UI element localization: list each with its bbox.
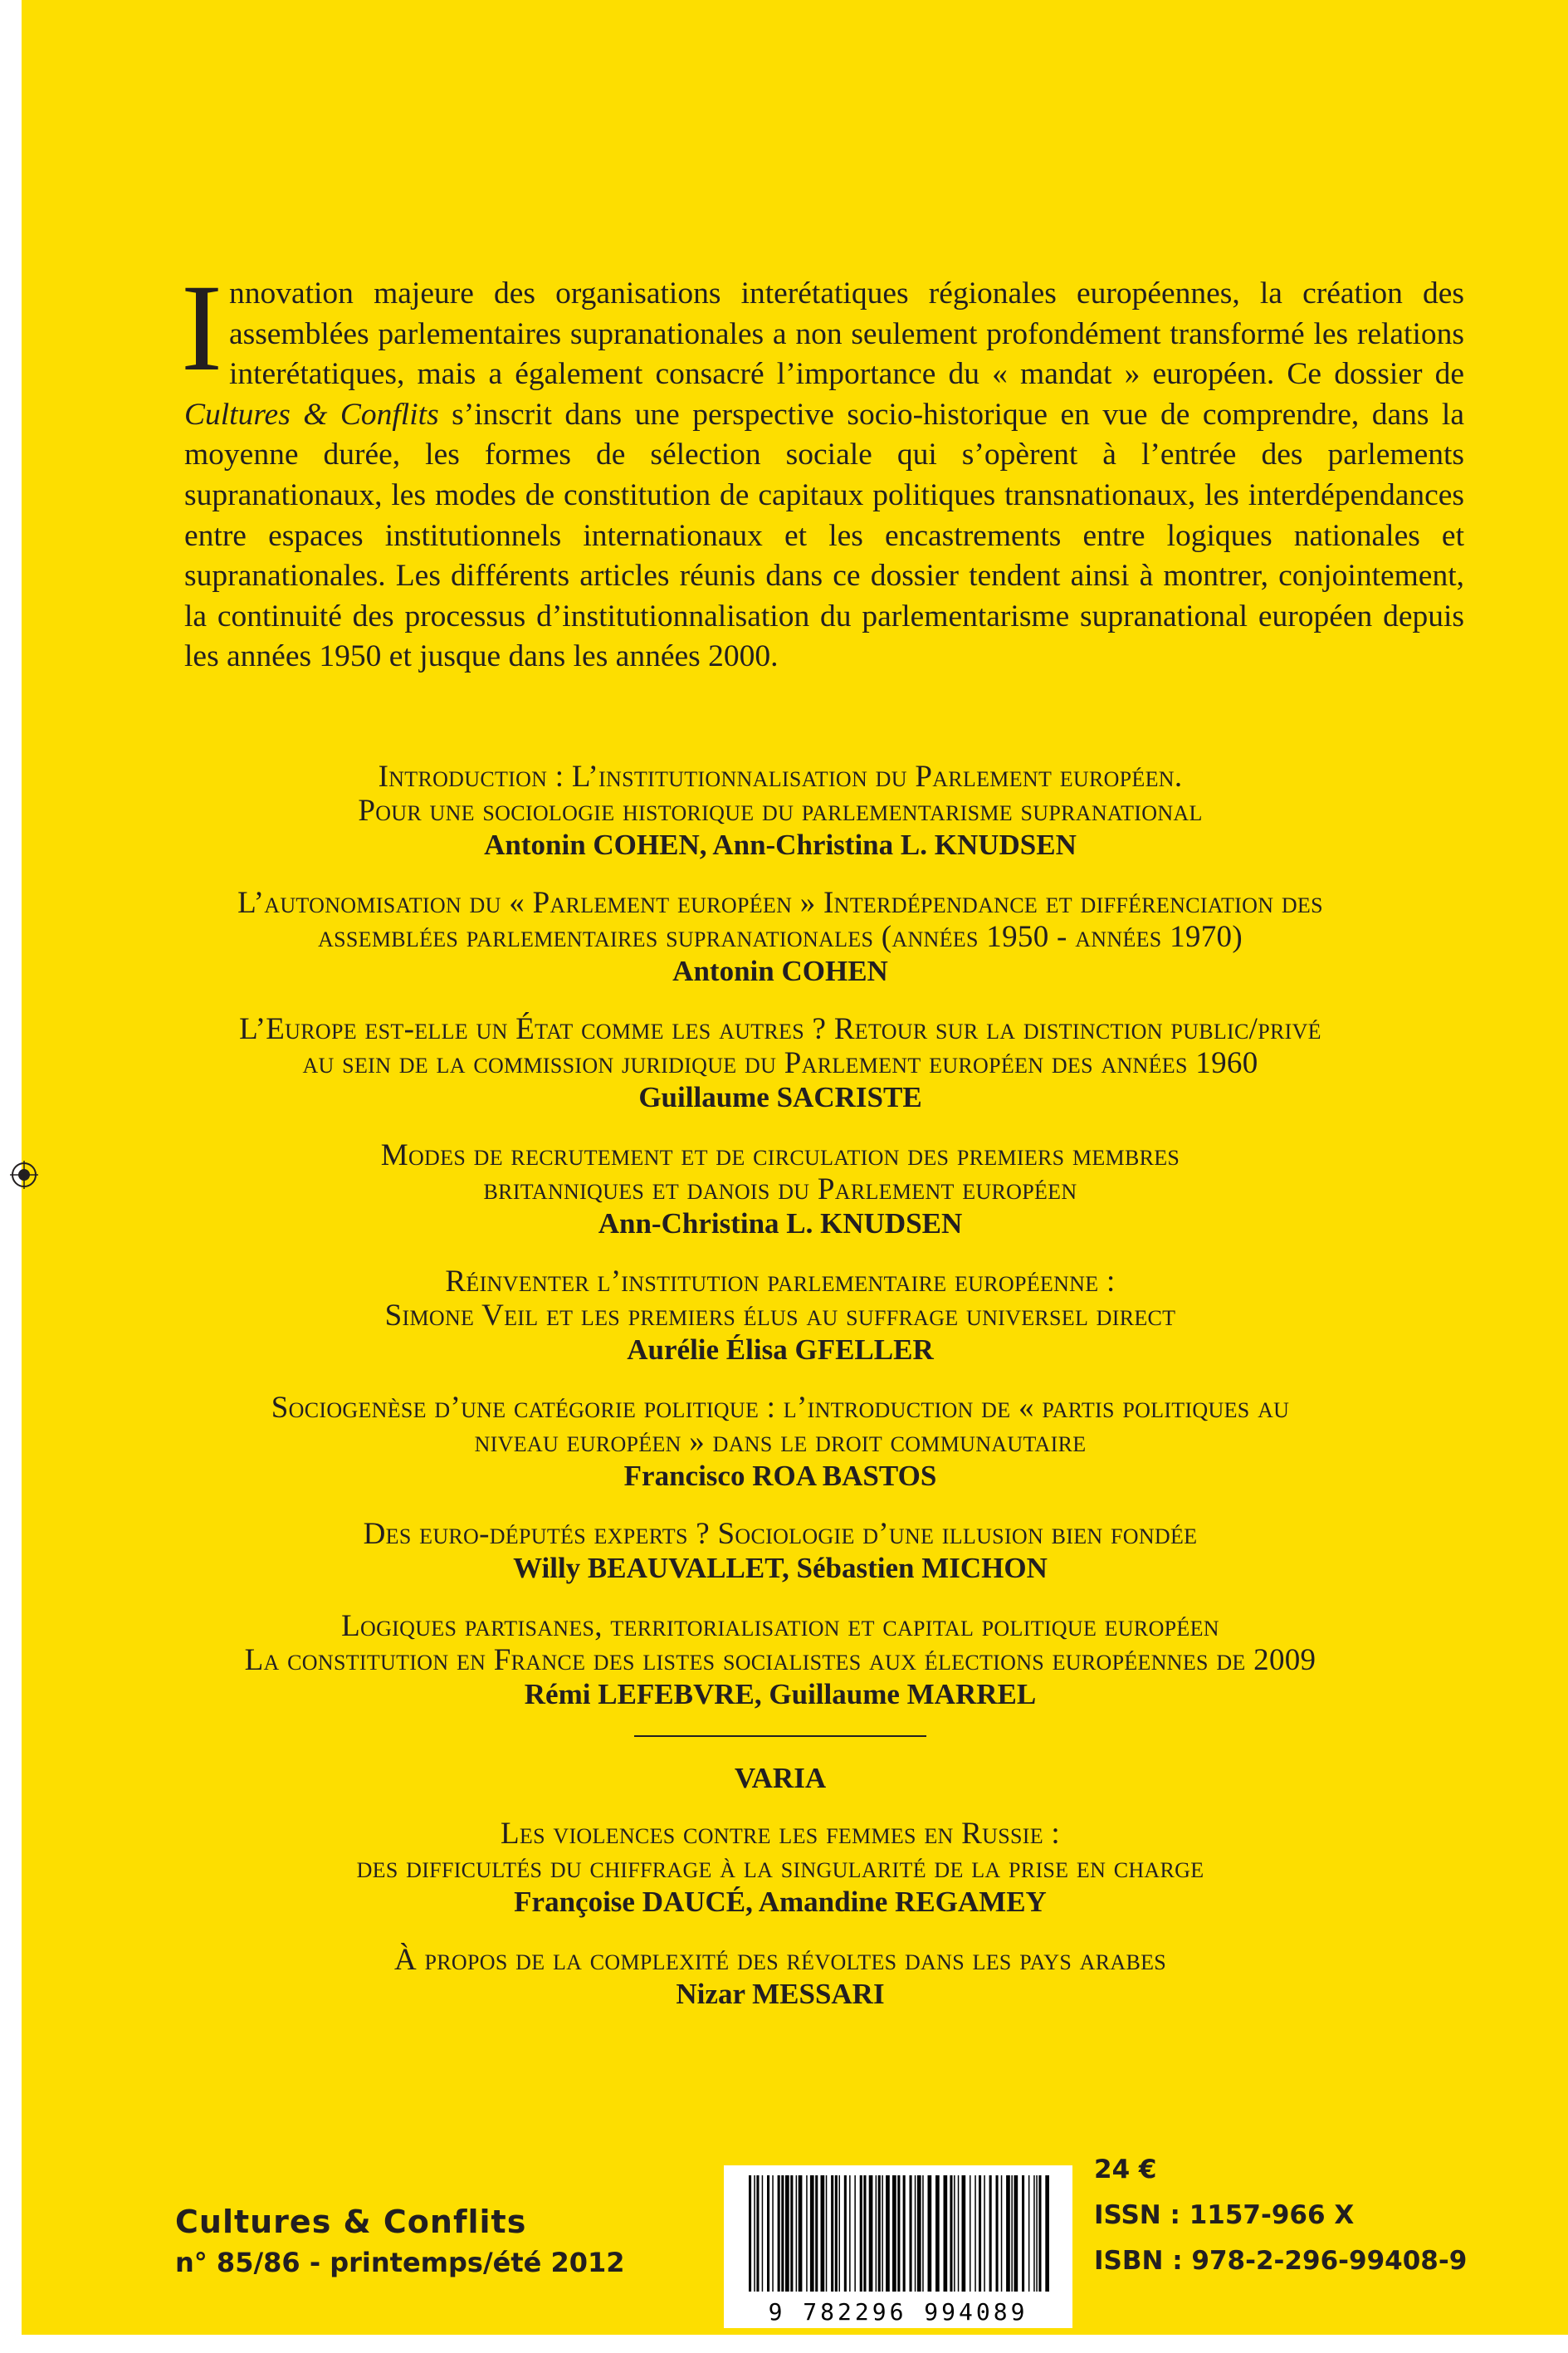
toc-entries [183,760,1378,1712]
article-authors: Rémi LEFEBVRE, Guillaume MARREL [524,1678,1037,1710]
article-authors: Francisco ROA BASTOS [623,1460,937,1492]
table-of-contents [183,760,1378,2035]
barcode-bar [844,2175,847,2292]
barcode-bar [903,2175,906,2292]
barcode-bar [979,2175,981,2292]
abstract-paragraph [181,259,1464,678]
barcode-bar [892,2175,896,2292]
barcode-bar [876,2175,877,2292]
article-title-line: Sociogenèse d’une catégorie politique : l’introduction de « partis politiques au [271,1391,1290,1425]
issn: ISSN : 1157-966 X [1094,2200,1355,2230]
abstract-text-1: nnovation majeure des organisations interétatiques régionales européennes, la création des assemblées parlementaires supranationales a non seulement profondément transformé les relations interétatiques, mais a également consacré l’importance du « mandat » européen. Ce dossier de [228,276,1464,392]
barcode-bar [886,2175,890,2292]
barcode-bar [831,2175,833,2292]
barcode-bar [984,2175,985,2292]
barcode-bar [928,2175,932,2292]
barcode-bar [790,2175,793,2292]
toc-entry [183,1517,1378,1586]
issue-number: n° 85/86 - printemps/été 2012 [175,2247,625,2278]
barcode-bar [882,2175,883,2292]
toc-entry [183,1609,1378,1712]
toc-entry [183,886,1378,989]
bottom-trim-margin [0,2335,1568,2353]
barcode-bar [849,2175,851,2292]
toc-entry [183,1265,1378,1367]
article-title-line: Logiques partisanes, territorialisation et capital politique européen [341,1609,1219,1643]
barcode-bar [810,2175,814,2292]
article-title-line: La constitution en France des listes socialistes aux élections européennes de 2009 [244,1643,1316,1677]
article-authors: Willy BEAUVALLET, Sébastien MICHON [513,1552,1048,1584]
price-block [1094,2147,1467,2284]
barcode-bar [1014,2175,1018,2292]
barcode-graphic [724,2165,1072,2328]
article-title-line: Pour une sociologie historique du parlementarisme supranational [358,794,1203,828]
journal-info [175,2200,625,2282]
barcode-bar [854,2175,856,2292]
article-title-line: britanniques et danois du Parlement européen [483,1172,1077,1206]
toc-entry [183,760,1378,863]
barcode-bar [915,2175,916,2292]
varia-separator-rule [634,1735,926,1737]
article-title-line: Simone Veil et les premiers élus au suffrage universel direct [384,1299,1176,1333]
barcode-bar [996,2175,999,2292]
article-title-line: Modes de recrutement et de circulation des premiers membres [380,1138,1180,1172]
barcode-bar [958,2175,960,2292]
barcode-bar [860,2175,862,2292]
article-title-line: Réinventer l’institution parlementaire européenne : [445,1265,1116,1299]
abstract-text-2: s’inscrit dans une perspective socio-historique en vue de comprendre, dans la moyenne durée, les formes de sélection sociale qui s’opèrent à l’entrée des parlements supranationaux, les modes de constitution de capitaux politiques transnationaux, les interdépendances entre espaces institutionnels internationaux et les encastrements entre logiques nationales et supranationales. Les différents articles réunis dans ce dossier tendent ainsi à montrer, conjointement, la continuité des processus d’institutionnalisation du parlementarisme supranational européen depuis les années 1950 et jusque dans les années 2000. [184,397,1464,674]
barcode-bar [815,2175,818,2292]
barcode-bar [922,2175,924,2292]
barcode-bar [935,2175,940,2292]
barcode-bar [1033,2175,1035,2292]
barcode-bar [778,2175,780,2292]
barcode-bar [749,2175,751,2292]
toc-entry [183,1012,1378,1115]
barcode-bar [1036,2175,1038,2292]
article-title-line: À propos de la complexité des révoltes dans les pays arabes [393,1943,1167,1977]
isbn: ISBN : 978-2-296-99408-9 [1094,2246,1468,2276]
article-title-line: au sein de la commission juridique du Parlement européen des années 1960 [302,1046,1258,1080]
article-authors: Antonin COHEN [672,955,888,987]
barcode-bar [917,2175,921,2292]
barcode-bar [1028,2175,1030,2292]
barcode-bar [767,2175,769,2292]
article-authors: Françoise DAUCÉ, Amandine REGAMEY [514,1886,1047,1918]
journal-name: Cultures & Conflits [175,2204,527,2240]
toc-entry [183,1943,1378,2012]
toc-entry [183,1138,1378,1241]
barcode-bar [1001,2175,1003,2292]
barcode-bar [950,2175,952,2292]
barcode-bar [878,2175,881,2292]
barcode-bar [989,2175,992,2292]
barcode-bar [826,2175,828,2292]
barcode-bar [954,2175,955,2292]
article-authors: Nizar MESSARI [676,1978,885,2010]
article-title-line: Les violences contre les femmes en Russie : [500,1817,1061,1851]
barcode-bar [869,2175,873,2292]
barcode-bar [754,2175,755,2292]
barcode-bar [772,2175,774,2292]
barcode-bar [756,2175,759,2292]
barcode-bar [897,2175,900,2292]
barcode-bar [762,2175,764,2292]
barcode-bar [835,2175,838,2292]
registration-mark-icon [10,1161,38,1189]
barcode-bar [796,2175,798,2292]
article-title-line: des difficultés du chiffrage à la singularité de la prise en charge [356,1851,1204,1885]
barcode-bar [970,2175,971,2292]
barcode [724,2165,1072,2328]
article-authors: Guillaume SACRISTE [638,1081,922,1113]
barcode-bar [1011,2175,1013,2292]
barcode-bar [806,2175,808,2292]
journal-title-italic: Cultures & Conflits [184,397,439,432]
article-title-line: Des euro-députés experts ? Sociologie d’une illusion bien fondée [363,1517,1198,1551]
article-title-line: Introduction : L’institutionnalisation du Parlement européen. [378,760,1183,794]
article-authors: Antonin COHEN, Ann-Christina L. KNUDSEN [484,829,1077,861]
barcode-bar [785,2175,789,2292]
barcode-bar [839,2175,841,2292]
varia-entries [183,1817,1378,2012]
barcode-bar [781,2175,784,2292]
barcode-bar [944,2175,948,2292]
article-authors: Aurélie Élisa GFELLER [627,1333,934,1366]
barcode-bar [1045,2175,1049,2292]
article-title-line: L’autonomisation du « Parlement européen » Interdépendance et différenciation des [237,886,1323,920]
barcode-bar [1038,2175,1041,2292]
barcode-bar [821,2175,825,2292]
toc-entry [183,1817,1378,1920]
barcode-digits: 9 782296 994089 [768,2298,1028,2326]
barcode-bar [863,2175,866,2292]
barcode-bar [910,2175,912,2292]
article-authors: Ann-Christina L. KNUDSEN [598,1207,963,1240]
toc-entry [183,1391,1378,1494]
price: 24 € [1094,2155,1157,2184]
article-title-line: niveau européen » dans le droit communautaire [474,1425,1087,1459]
varia-heading: VARIA [734,1762,827,1794]
article-title-line: assemblées parlementaires supranationales (années 1950 - années 1970) [318,920,1243,954]
barcode-bar [799,2175,803,2292]
article-title-line: L’Europe est-elle un État comme les autres ? Retour sur la distinction public/privé [239,1012,1321,1046]
barcode-bar [962,2175,966,2292]
barcode-bar [1022,2175,1024,2292]
barcode-bar [1006,2175,1010,2292]
drop-cap: I [181,259,222,397]
barcode-bar [975,2175,976,2292]
